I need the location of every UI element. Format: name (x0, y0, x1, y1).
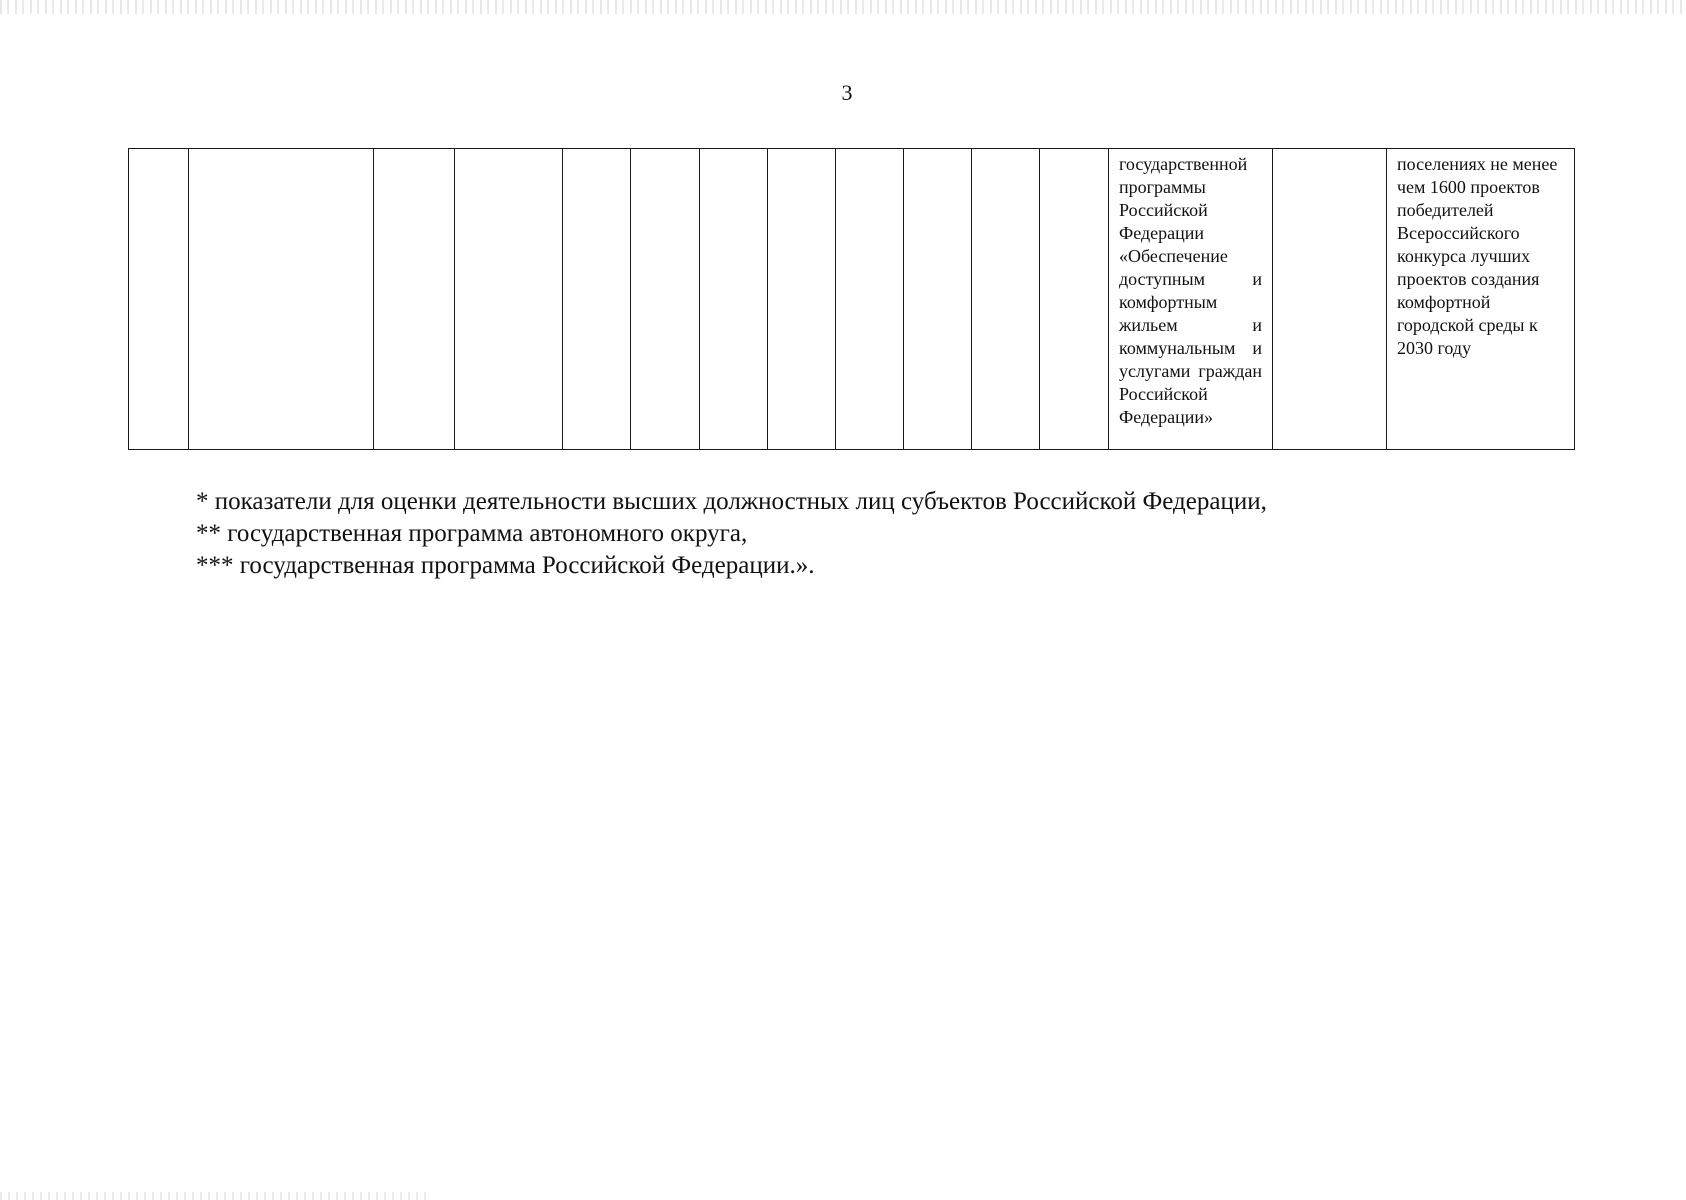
scan-edge-artifact-bottom (0, 1192, 430, 1200)
table-cell-2 (189, 149, 374, 450)
table-cell-7 (700, 149, 768, 450)
table-cell-target-description: поселениях не менее чем 1600 проектов победителей Всероссийского конкурса лучших проектов создания комфортной городской среды к 2030 году (1387, 149, 1575, 450)
table-cell-3 (374, 149, 455, 450)
footnotes (196, 486, 1496, 582)
footnote-1: * показатели для оценки деятельности высших должностных лиц субъектов Российской Федерации, (196, 488, 1267, 515)
indicator-table (128, 148, 1575, 450)
table-cell-5 (563, 149, 631, 450)
table-cell-4 (455, 149, 563, 450)
scan-edge-artifact (0, 0, 1686, 14)
table-cell-14 (1273, 149, 1387, 450)
table-cell-8 (768, 149, 836, 450)
table-cell-6 (631, 149, 700, 450)
footnote-3: *** государственная программа Российской Федерации.». (196, 552, 815, 579)
table-cell-1 (129, 149, 189, 450)
table-row (129, 149, 1575, 450)
table-cell-9 (836, 149, 904, 450)
page-number: 3 (841, 80, 853, 105)
table-cell-10 (904, 149, 972, 450)
table-cell-program-name: государственной программы Российской Федерации «Обеспечение доступным и комфортным жильем и коммунальным и услугами граждан Российской Федерации» (1109, 149, 1273, 450)
table-cell-11 (972, 149, 1040, 450)
footnote-2: ** государственная программа автономного округа, (196, 520, 748, 547)
table-cell-12 (1040, 149, 1109, 450)
